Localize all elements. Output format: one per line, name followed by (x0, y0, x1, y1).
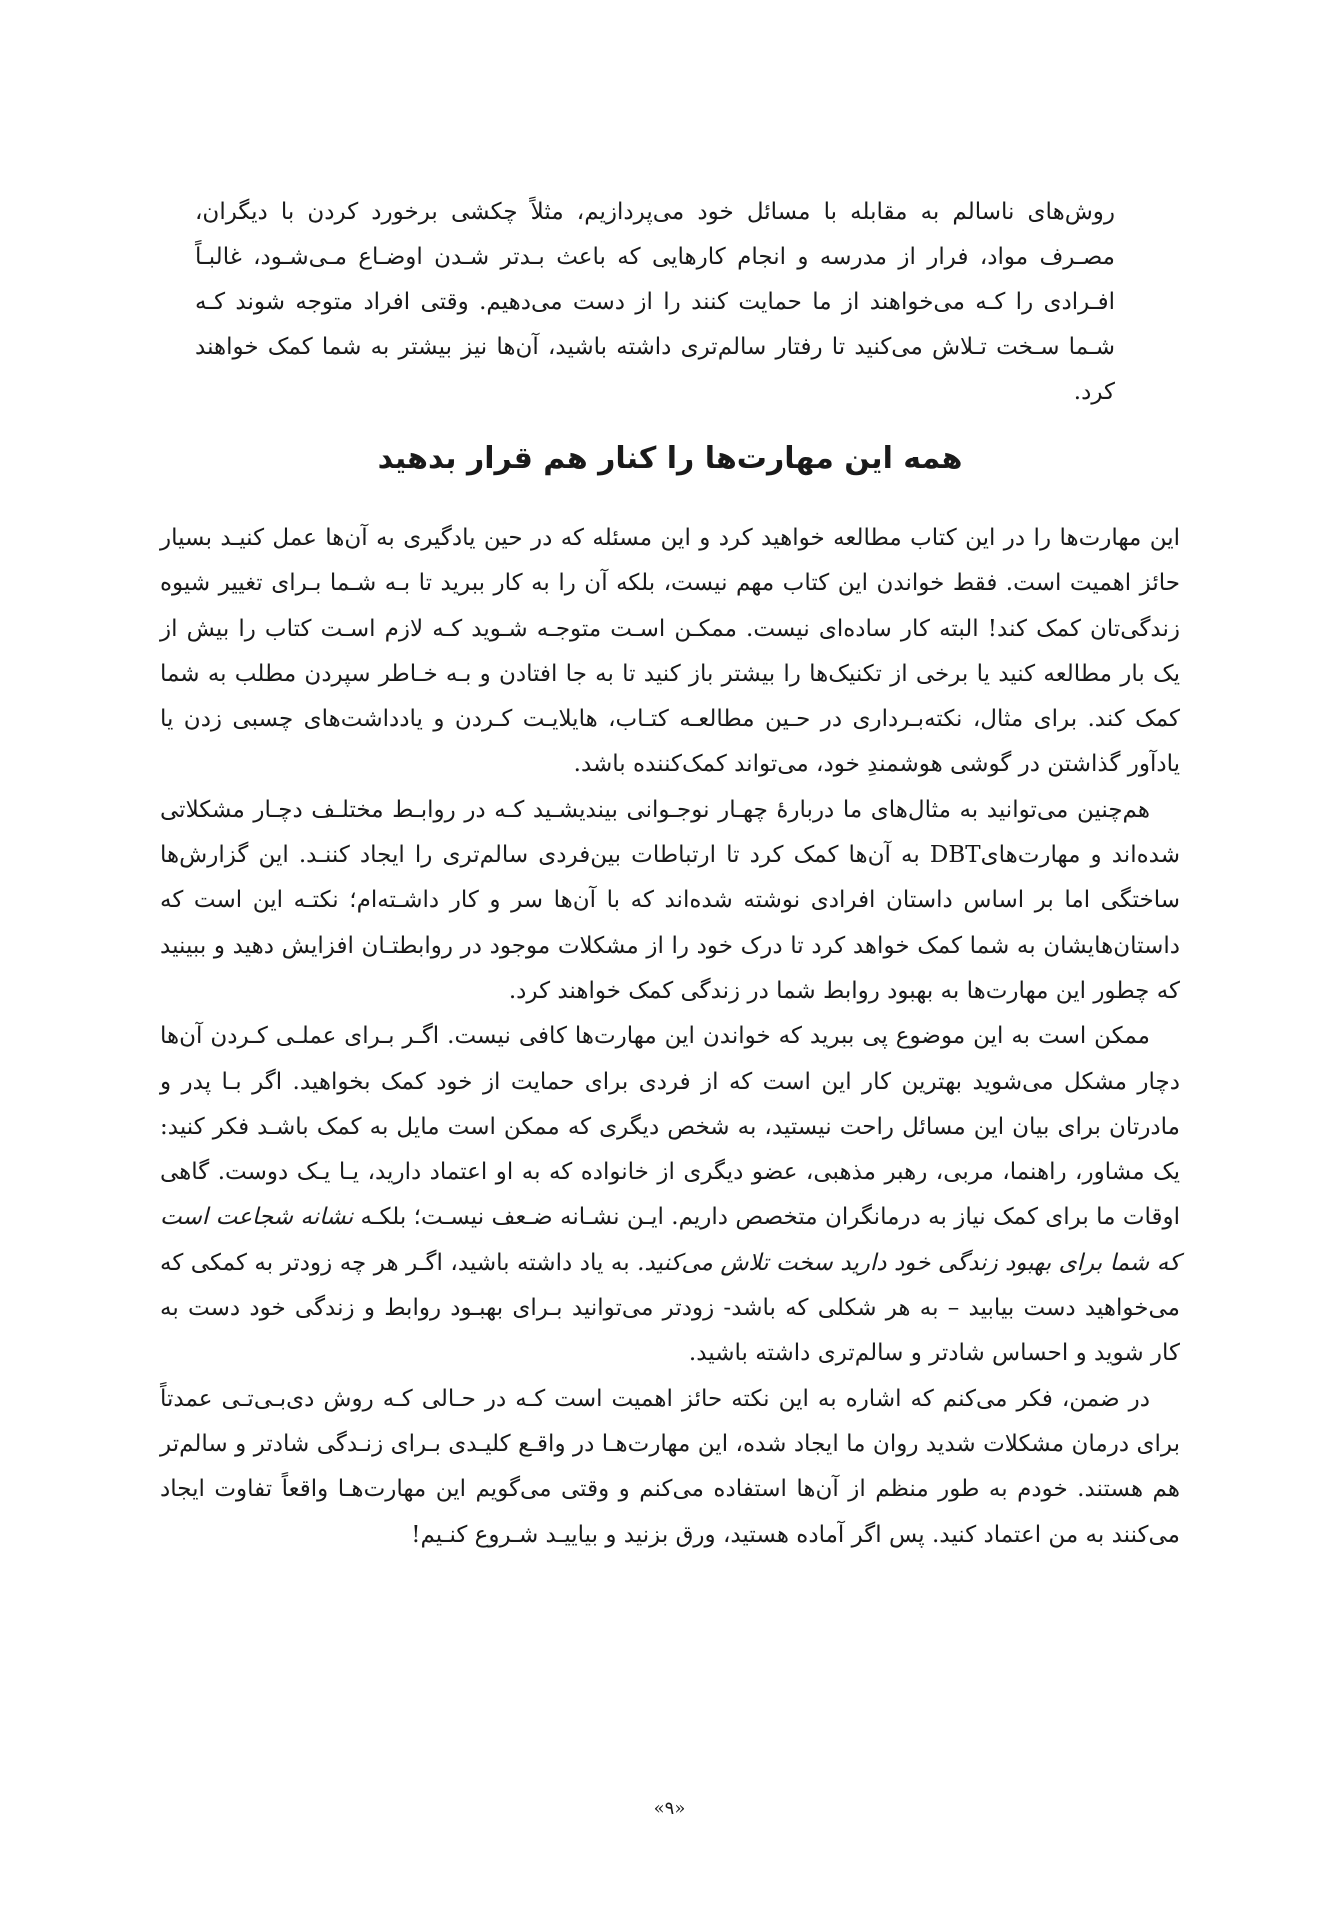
intro-paragraph: روش‌های ناسالم به مقابله با مسائل خود می‌پردازیم، مثلاً چکشی برخورد کردن با دیگران، مصـرف مواد، فرار از مدرسه و انجام کارهایی که باعث بـدتر شـدن اوضـاع مـی‌شـود، غالبـاً افـرادی را کـه می‌خواهند از ما حمایت کنند را از دست می‌دهیم. وقتی افراد متوجه شوند کـه شـما سـخت تـلاش می‌کنید تا رفتار سالم‌تری داشته باشید، آن‌ها نیز بیشتر به شما کمک خواهند کرد. (195, 199, 1115, 405)
page-number: «۹» (653, 1798, 686, 1819)
body-paragraph-3 (160, 1014, 1180, 1376)
body-paragraph-3-end: به یاد داشته باشید، اگـر هر چه زودتر به کمکی که می‌خواهید دست بیابید – به هر شکلی که باشد- زودتر می‌توانید بـرای بهبـود روابط و زندگی خود دست به کار شوید و احساس شادتر و سالم‌تری داشته باشید. (160, 1249, 1180, 1367)
section-body (160, 516, 1180, 1558)
section-heading: همه این مهارت‌ها را کنار هم قرار بدهید (377, 441, 963, 476)
body-paragraph-4: در ضمن، فکر می‌کنم که اشاره به این نکته حائز اهمیت است کـه در حـالی کـه روش دی‌بـی‌تـی عمدتاً برای درمان مشکلات شدید روان ما ایجاد شده، این مهارت‌هـا در واقـع کلیـدی بـرای زنـدگی شادتر و سالم‌تر هم هستند. خودم به طور منظم از آن‌ها استفاده می‌کنم و وقتی می‌گویم این مهارت‌هـا واقعاً تفاوت ایجاد می‌کنند به من اعتماد کنید. پس اگر آماده هستید، ورق بزنید و بیاییـد شـروع کنـیم! (160, 1385, 1180, 1548)
intro-section (195, 190, 1115, 415)
body-paragraph-3-italic: نشانه شجاعت است که شما برای بهبود زندگی خود دارید سخت تلاش می‌کنید. (160, 1204, 1180, 1276)
body-paragraph-2: هم‌چنین می‌توانید به مثال‌های ما دربارهٔ چهـار نوجـوانی بینديشـید کـه در روابـط مختلـف دچـار مشکلاتی شده‌اند و مهارت‌هایDBT به آن‌ها کمک کرد تا ارتباطات بین‌فردی سالم‌تری را ایجاد کننـد. این گزارش‌ها ساختگی اما بر اساس داستان افرادی نوشته شده‌اند که با آن‌ها سر و کار داشـته‌ام؛ نکتـه این است که داستان‌هایشان به شما کمک خواهد کرد تا درک خود را از مشکلات موجود در روابطتـان افزایش دهید و ببینید که چطور این مهارت‌ها به بهبود روابط شما در زندگی کمک خواهند کرد. (160, 796, 1180, 1004)
body-paragraph-3-start: ممکن است به این موضوع پی ببرید که خواندن این مهارت‌ها کافی نیست. اگـر بـرای عملـی کـردن آن‌ها دچار مشکل می‌شوید بهترین کار این است که از فردی برای حمایت از خود کمک بخواهید. اگر بـا پدر و مادرتان برای بیان این مسائل راحت نیستید، به شخص دیگری که ممکن است مایل به کمک باشـد فکر کنید: یک مشاور، راهنما، مربی، رهبر مذهبی، عضو دیگری از خانواده که به او اعتماد دارید، یـا یـک دوست. گاهی اوقات ما برای کمک نیاز به درمانگران متخصص داریم. ایـن نشـانه ضـعف نیسـت؛ بلکـه (160, 1023, 1181, 1231)
body-paragraph-1: این مهارت‌ها را در این کتاب مطالعه خواهید کرد و این مسئله که در حین یادگیری به آن‌ها عمل کنیـد بسیار حائز اهمیت است. فقط خواندن این کتاب مهم نیست، بلکه آن را به کار ببرید تا بـه شـما بـرای تغییر شیوه زندگی‌تان کمک کند! البته کار ساده‌ای نیست. ممکـن اسـت متوجـه شـوید کـه لازم اسـت کتاب را بیش از یک بار مطالعه کنید یا برخی از تکنیک‌ها را بیشتر باز کنید تا به جا افتادن و بـه خـاطر سپردن مطلب به شما کمک کند. برای مثال، نکته‌بـرداری در حـین مطالعـه کتـاب، هایلایـت کـردن و یادداشت‌های چسبی زدن یا یادآور گذاشتن در گوشی هوشمندِ خود، می‌تواند کمک‌کننده باشد. (160, 525, 1180, 778)
